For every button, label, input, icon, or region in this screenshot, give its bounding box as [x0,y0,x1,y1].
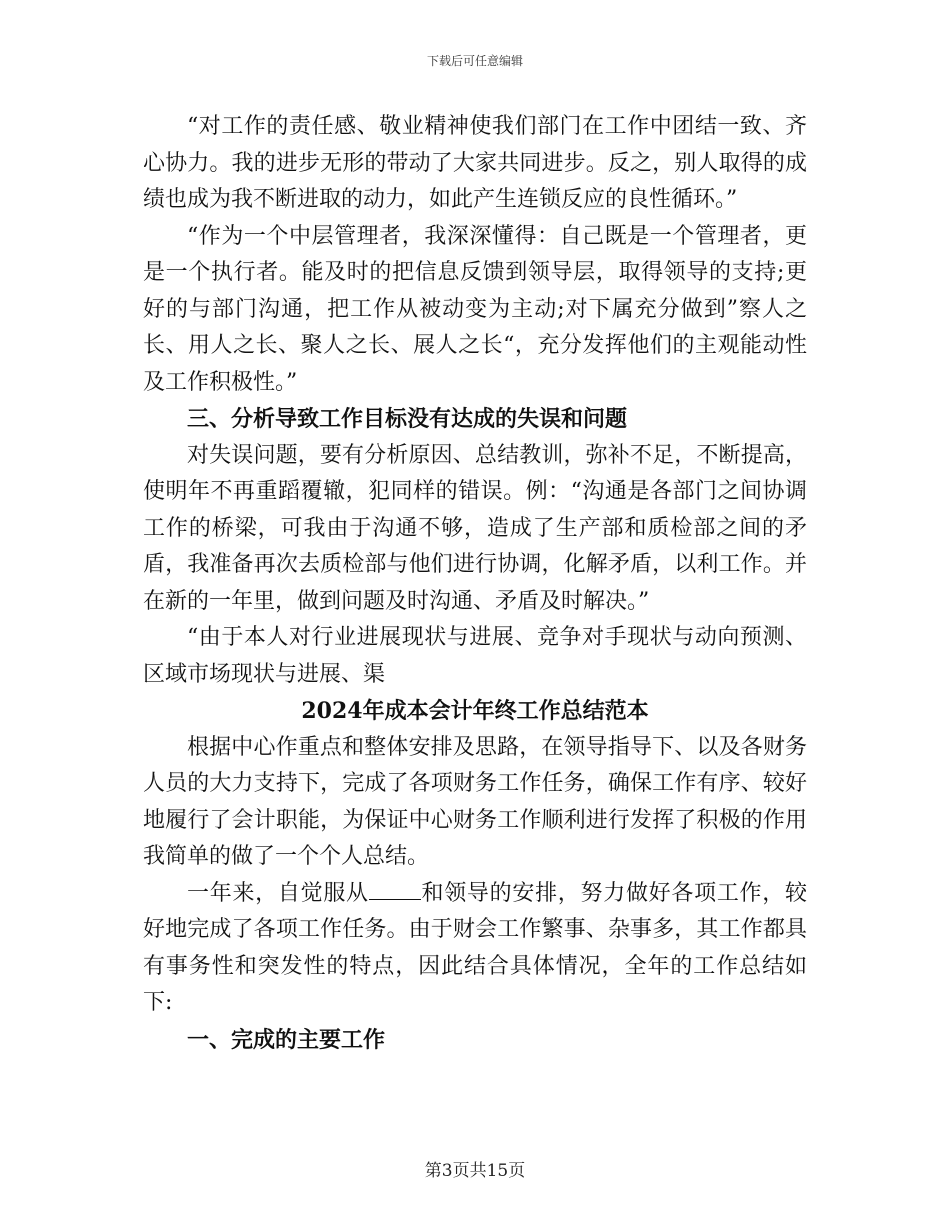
paragraph-mistakes: 对失误问题，要有分析原因、总结教训，弥补不足，不断提高，使明年不再重蹈覆辙，犯同样的错误。例：“沟通是各部门之间协调工作的桥梁，可我由于沟通不够，造成了生产部和质检部之间的矛盾，我准备再次去质检部与他们进行协调，化解矛盾，以利工作。并在新的一年里，做到问题及时沟通、矛盾及时解决。” [143,442,807,614]
page-number: 第3页共15页 [424,1161,526,1181]
paragraph-industry: “由于本人对行业进展现状与进展、竞争对手现状与动向预测、区域市场现状与进展、渠 [143,625,807,687]
document-body [143,109,807,1058]
page-header: 下载后可任意编辑 [426,54,523,68]
paragraph-middle-manager: “作为一个中层管理者，我深深懂得：自己既是一个管理者，更是一个执行者。能及时的把信息反馈到领导层，取得领导的支持;更好的与部门沟通，把工作从被动变为主动;对下属充分做到”察人之长、用人之长、聚人之长、展人之长“，充分发挥他们的主观能动性及工作积极性。” [143,223,807,395]
paragraph-year-summary-start: 一年来，自觉服从 [187,880,369,906]
paragraph-year-summary [143,876,807,1022]
section-heading-main-work: 一、完成的主要工作 [187,1026,386,1053]
paragraph-year-summary-end: 和领导的安排，努力做好各项工作，较好地完成了各项工作任务。由于财会工作繁事、杂事多，其工作都具有事务性和突发性的特点，因此结合具体情况，全年的工作总结如下: [143,880,807,1015]
paragraph-intro: 根据中心作重点和整体安排及思路，在领导指导下、以及各财务人员的大力支持下，完成了各项财务工作任务，确保工作有序、较好地履行了会计职能，为保证中心财务工作顺利进行发挥了积极的作用我简单的做了一个个人总结。 [143,734,807,869]
document-title: 2024年成本会计年终工作总结范本 [301,698,649,724]
fill-in-blank [369,879,421,900]
paragraph-responsibility: “对工作的责任感、敬业精神使我们部门在工作中团结一致、齐心协力。我的进步无形的带动了大家共同进步。反之，别人取得的成绩也成为我不断进取的动力，如此产生连锁反应的良性循环。” [143,114,807,212]
section-heading-mistakes: 三、分析导致工作目标没有达成的失误和问题 [187,406,628,432]
